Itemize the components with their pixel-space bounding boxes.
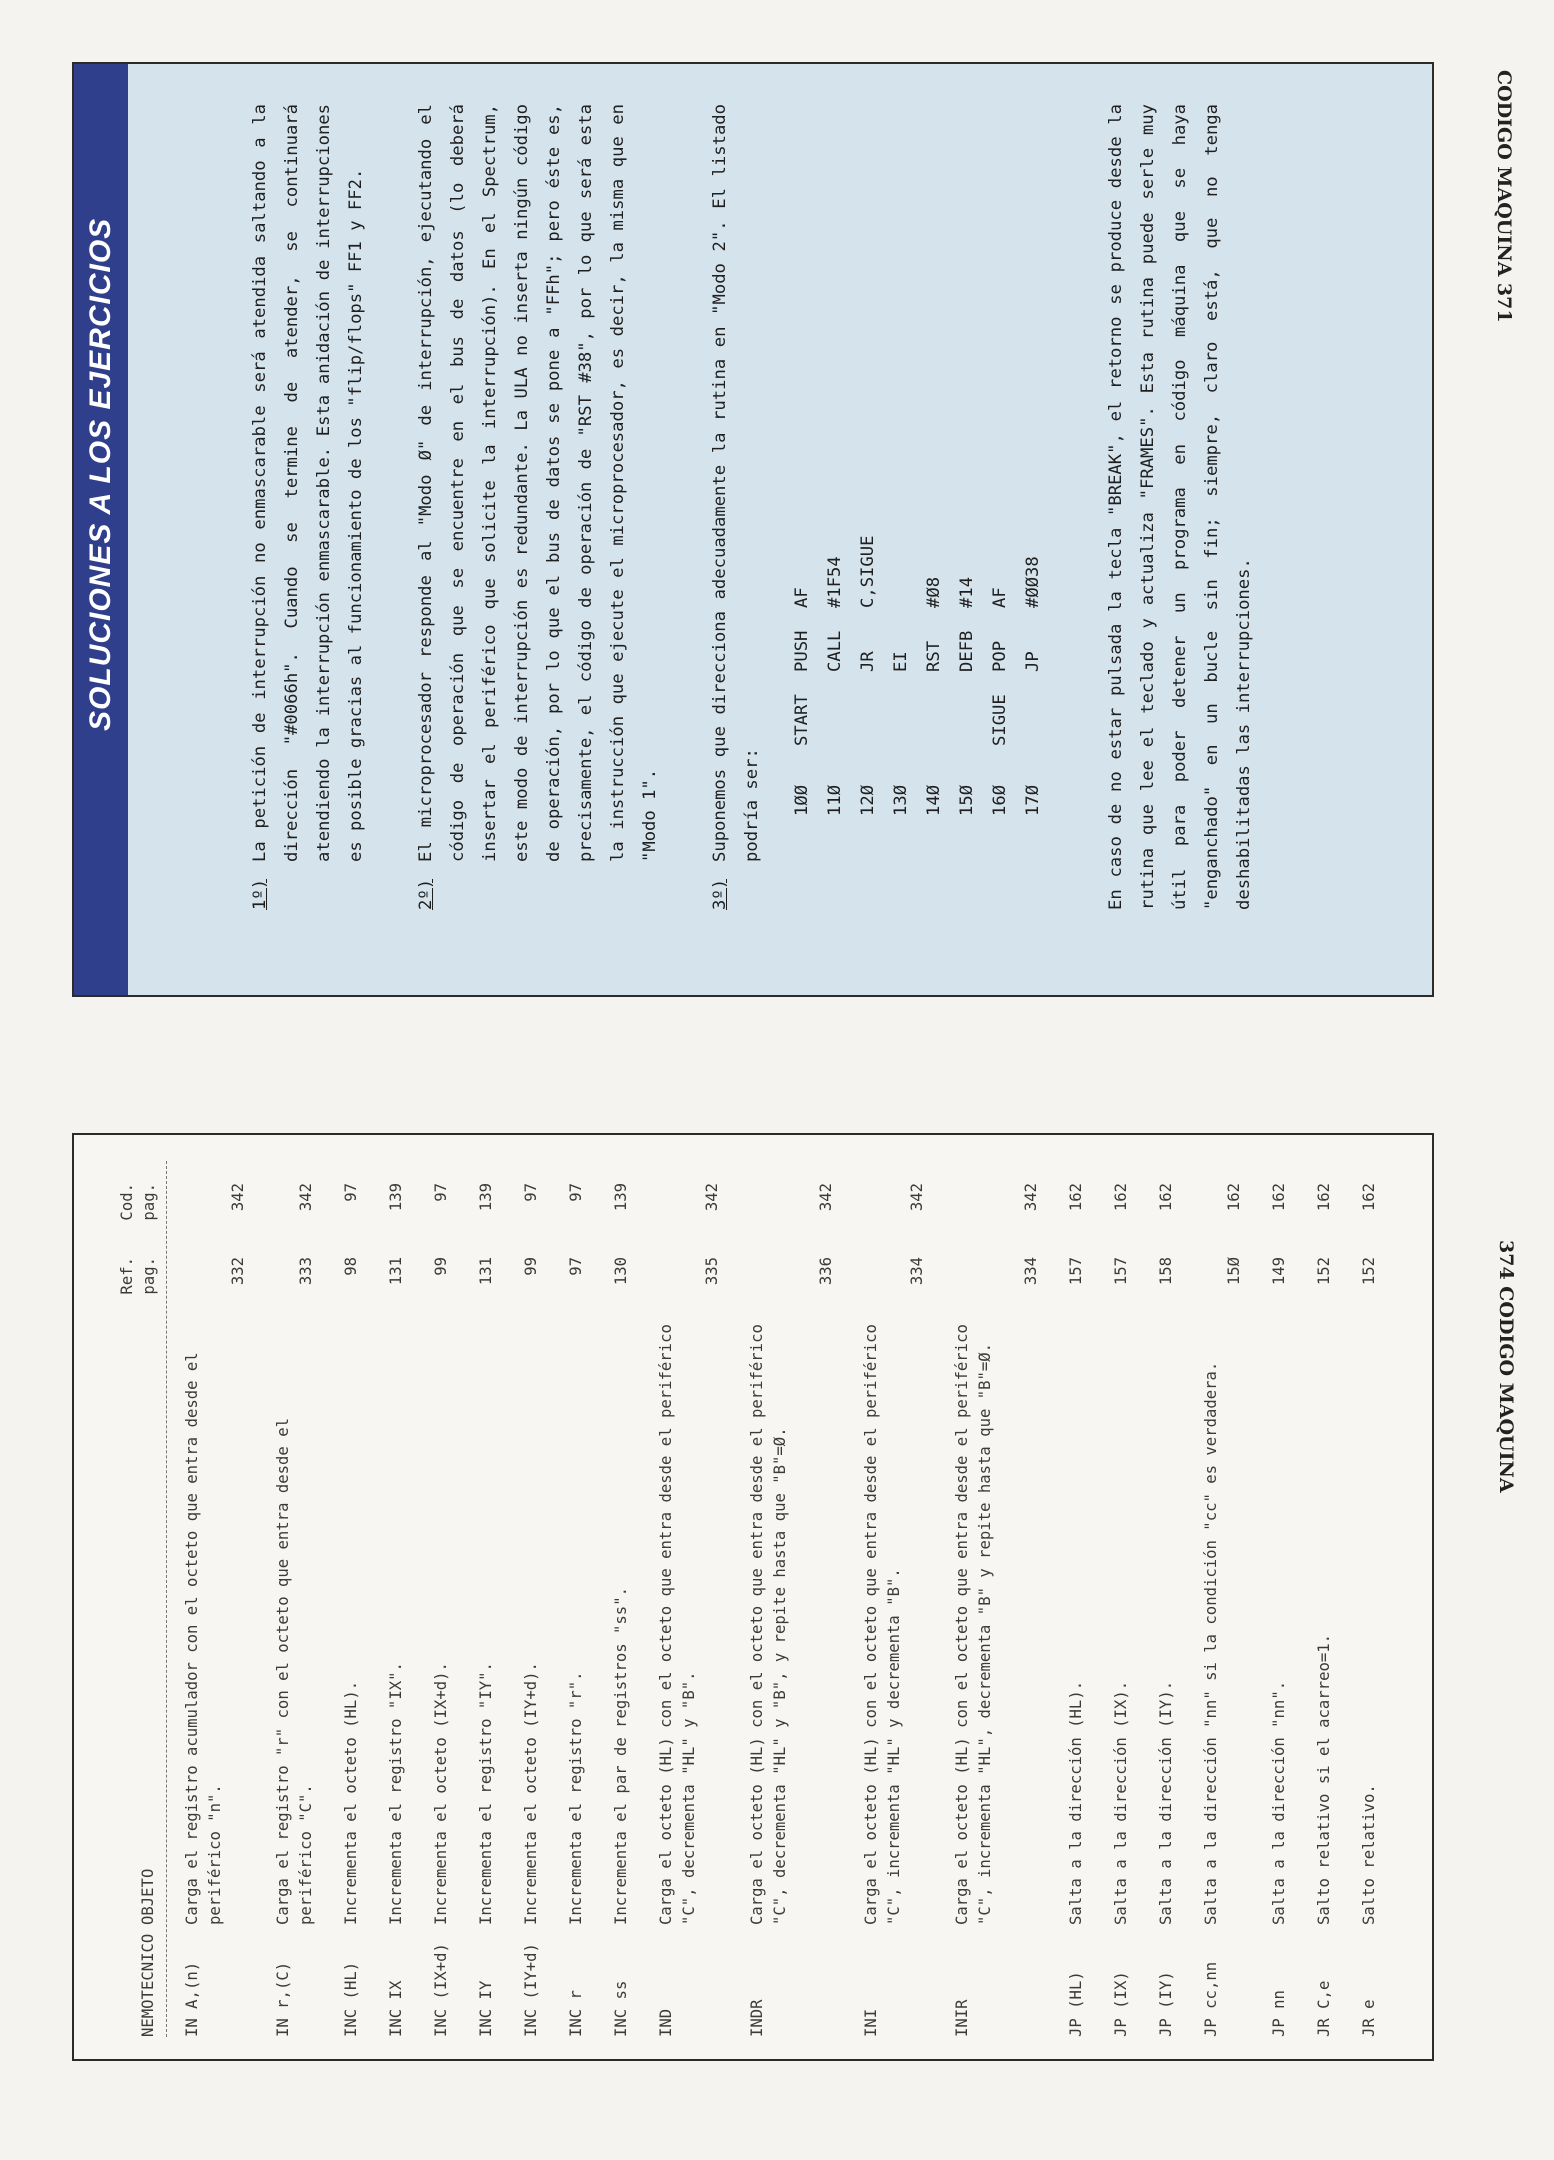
solution-item-3 (704, 104, 768, 910)
object-cell: Salta a la dirección "nn". (1270, 1680, 1288, 1925)
code-page-cell: 162 (1270, 1183, 1288, 1212)
object-cell: Incrementa el registro "IX". (387, 1662, 405, 1925)
table-row (340, 1161, 363, 2037)
header-cod (116, 1183, 160, 1257)
code-listing (786, 104, 1050, 816)
table-row (565, 1161, 588, 2037)
listing-argument: #ØØ38 (1023, 556, 1043, 608)
code-page-cell: 342 (817, 1183, 835, 1212)
solution-number: 3º) (710, 878, 730, 910)
table-row (181, 1161, 250, 2037)
code-page-cell: 162 (1315, 1183, 1333, 1212)
code-page-cell: 97 (522, 1183, 540, 1202)
listing-line (1017, 104, 1050, 816)
listing-argument: #Ø8 (924, 576, 944, 608)
listing-line-number: 16Ø (990, 784, 1010, 816)
solution-text: La petición de interrupción no enmascarable será atendida saltando a la dirección "#0066h". Cuando se termine de atender, se continuará atendiendo la interrupción enmascarable. Esta anidación de interrupciones es posible gracias al funcionamiento de los "flip/flops" FF1 y FF2. (250, 104, 366, 862)
mnemonic-cell: INC (IY+d) (522, 1943, 540, 2037)
listing-line (951, 104, 984, 816)
code-page-cell: 97 (567, 1183, 585, 1202)
listing-argument: AF (792, 587, 812, 608)
mnemonic-cell: INC ss (612, 1980, 630, 2037)
ref-page-cell: 336 (817, 1257, 835, 1286)
listing-line-number: 14Ø (924, 784, 944, 816)
ref-page-cell: 15Ø (1225, 1257, 1243, 1286)
object-cell: Carga el octeto (HL) con el octeto que entra desde el periférico "C", incrementa "HL" y decrementa "B". (862, 1324, 903, 1925)
listing-mnemonic: POP (990, 640, 1010, 672)
code-page-cell: 342 (703, 1183, 721, 1212)
ref-page-cell: 149 (1270, 1257, 1288, 1286)
ref-page-cell: 158 (1157, 1257, 1175, 1286)
object-cell: Incrementa el par de registros "ss". (612, 1587, 630, 1925)
ref-page-cell: 334 (1022, 1257, 1040, 1286)
mnemonic-cell: INC (HL) (342, 1961, 360, 2037)
ref-page-cell: 99 (432, 1257, 450, 1276)
listing-mnemonic: RST (924, 640, 944, 672)
mnemonic-cell: INI (862, 2008, 880, 2037)
solution-text: El microprocesador responde al "Modo Ø" de interrupción, ejecutando el código de operación que se encuentre en el bus de datos (lo deberá insertar el periférico que solicite la interrupción). En el Spectrum, este modo de interrupción es redundante. La ULA no inserta ningún código de operación, por lo que el bus de datos se pone a "FFh"; pero éste es, precisamente, el código de operación de "RST #38", por lo que será esta la instrucción que ejecute el microprocesador, es decir, la misma que en "Modo 1". (416, 104, 660, 862)
code-page-cell: 162 (1067, 1183, 1085, 1212)
mnemonic-cell: IN A,(n) (183, 1961, 201, 2037)
code-page-cell: 162 (1157, 1183, 1175, 1212)
listing-argument: #1F54 (825, 556, 845, 608)
code-page-cell: 139 (612, 1183, 630, 1212)
listing-line-number: 15Ø (957, 784, 977, 816)
object-cell: Salta a la dirección "nn" si la condición "cc" es verdadera. (1202, 1361, 1220, 1925)
listing-line (852, 104, 885, 816)
object-cell: Incrementa el octeto (HL). (342, 1680, 360, 1925)
mnemonic-cell: JP nn (1270, 1990, 1288, 2037)
listing-line-number: 12Ø (858, 784, 878, 816)
ref-page-cell: 99 (522, 1257, 540, 1276)
header-object: OBJETO (139, 1868, 157, 1925)
page-number-label: 374 CODIGO MAQUINA (1495, 1240, 1517, 1493)
listing-label: SIGUE (990, 694, 1010, 746)
ref-page-cell: 97 (567, 1257, 585, 1276)
listing-mnemonic: JR (858, 651, 878, 672)
mnemonic-cell: INC r (567, 1990, 585, 2037)
listing-label (918, 672, 951, 746)
header-ref (116, 1257, 160, 1323)
ref-page-cell: 157 (1067, 1257, 1085, 1286)
table-row (1358, 1161, 1381, 2037)
object-cell: Salta a la dirección (IY). (1157, 1680, 1175, 1925)
table-row (475, 1161, 498, 2037)
listing-label (885, 672, 918, 746)
object-cell: Incrementa el octeto (IY+d). (522, 1662, 540, 1925)
mnemonic-cell: IN r,(C) (274, 1961, 292, 2037)
solution-closing-text: En caso de no estar pulsada la tecla "BREAK", el retorno se produce desde la rutina que lee el teclado y actualiza "FRAMES". Esta rutina puede serle muy útil para poder detener un programa en código máquina que se haya "enganchado" en un bucle sin fin; siempre, claro está, que no tenga deshabilitadas las interrupciones. (1106, 104, 1254, 910)
listing-line-number: 1ØØ (792, 784, 812, 816)
object-cell: Salto relativo. (1360, 1784, 1378, 1925)
mnemonic-cell: INC (IX+d) (432, 1943, 450, 2037)
table-row (272, 1161, 318, 2037)
solutions-content (132, 64, 1432, 994)
object-cell: Carga el octeto (HL) con el octeto que entra desde el periférico "C", incrementa "HL", decrementa "B" y repite hasta que "B"=Ø. (953, 1324, 994, 1925)
mnemonic-cell: JR e (1360, 1999, 1378, 2037)
ref-page-cell: 152 (1315, 1257, 1333, 1286)
table-row (655, 1161, 724, 2037)
listing-argument: #14 (957, 576, 977, 608)
listing-label (819, 672, 852, 746)
listing-mnemonic: EI (891, 651, 911, 672)
table-header (102, 1161, 167, 2037)
solutions-title: SOLUCIONES A LOS EJERCICIOS (84, 217, 117, 731)
listing-line (918, 104, 951, 816)
listing-label (852, 672, 885, 746)
ref-page-cell: 98 (342, 1257, 360, 1276)
code-page-cell: 139 (387, 1183, 405, 1212)
listing-label (951, 672, 984, 746)
object-cell: Salto relativo si el acarreo=1. (1315, 1633, 1333, 1925)
table-row (1268, 1161, 1291, 2037)
listing-line-number: 13Ø (891, 784, 911, 816)
ref-page-cell: 332 (229, 1257, 247, 1286)
mnemonic-cell: IND (657, 2008, 675, 2037)
header-mnemonic: NEMOTECNICO (139, 1933, 157, 2037)
listing-mnemonic: JP (1023, 651, 1043, 672)
header-cod-line2: pag. (140, 1183, 158, 1221)
mnemonic-cell: JP (IY) (1157, 1971, 1175, 2037)
page-footer-right (1486, 70, 1522, 360)
mnemonic-cell: INDR (748, 1999, 766, 2037)
code-page-cell: 162 (1360, 1183, 1378, 1212)
code-page-cell: 342 (1022, 1183, 1040, 1212)
solutions-panel (72, 62, 1434, 997)
listing-line (984, 104, 1017, 816)
table-row (1065, 1161, 1088, 2037)
object-cell: Carga el octeto (HL) con el octeto que entra desde el periférico "C", decrementa "HL" y "B". (657, 1324, 698, 1925)
ref-page-cell: 333 (297, 1257, 315, 1286)
code-page-cell: 162 (1225, 1183, 1243, 1212)
code-page-cell: 342 (297, 1183, 315, 1212)
ref-page-cell: 131 (477, 1257, 495, 1286)
object-cell: Carga el registro "r" con el octeto que entra desde el periférico "C". (274, 1418, 315, 1925)
table-row (430, 1161, 453, 2037)
ref-page-cell: 334 (908, 1257, 926, 1286)
listing-line (786, 104, 819, 816)
listing-argument: AF (990, 587, 1010, 608)
mnemonic-cell: INC IY (477, 1980, 495, 2037)
code-page-cell: 139 (477, 1183, 495, 1212)
table-row (860, 1161, 929, 2037)
mnemonic-cell: JP cc,nn (1202, 1961, 1220, 2037)
mnemonic-cell: INIR (953, 1999, 971, 2037)
solution-text: Suponemos que direcciona adecuadamente la rutina en "Modo 2". El listado podría ser: (710, 104, 762, 862)
ref-page-cell: 157 (1112, 1257, 1130, 1286)
table-row (1313, 1161, 1336, 2037)
header-ref-line2: pag. (140, 1257, 158, 1295)
solution-number: 2º) (416, 878, 436, 910)
object-cell: Carga el registro acumulador con el octeto que entra desde el periférico "n". (183, 1352, 224, 1925)
solution-item-1 (244, 104, 372, 910)
mnemonic-cell: JP (HL) (1067, 1971, 1085, 2037)
mnemonic-cell: JP (IX) (1112, 1971, 1130, 2037)
header-ref-line1: Ref. (118, 1257, 136, 1295)
instruction-table (72, 1133, 1434, 2061)
code-page-cell: 162 (1112, 1183, 1130, 1212)
object-cell: Incrementa el registro "IY". (477, 1662, 495, 1925)
mnemonic-cell: JR C,e (1315, 1980, 1333, 2037)
listing-argument: C,SIGUE (858, 535, 878, 608)
listing-line (819, 104, 852, 816)
ref-page-cell: 131 (387, 1257, 405, 1286)
code-page-cell: 342 (229, 1183, 247, 1212)
listing-line (885, 104, 918, 816)
listing-label: START (792, 694, 812, 746)
solutions-title-bar (74, 64, 128, 995)
listing-label (1017, 672, 1050, 746)
listing-mnemonic: DEFB (957, 630, 977, 672)
object-cell: Incrementa el registro "r". (567, 1671, 585, 1925)
solution-item-2 (410, 104, 666, 910)
page-footer-left (1488, 1240, 1524, 1520)
table-row (951, 1161, 1043, 2037)
ref-page-cell: 335 (703, 1257, 721, 1286)
code-page-cell: 342 (908, 1183, 926, 1212)
object-cell: Salta a la dirección (IX). (1112, 1680, 1130, 1925)
listing-line-number: 11Ø (825, 784, 845, 816)
table-row (1200, 1161, 1246, 2037)
object-cell: Incrementa el octeto (IX+d). (432, 1662, 450, 1925)
page-number-label: CODIGO MAQUINA 371 (1493, 70, 1515, 323)
header-cod-line1: Cod. (118, 1183, 136, 1221)
listing-mnemonic: CALL (825, 630, 845, 672)
code-page-cell: 97 (432, 1183, 450, 1202)
solution-number: 1º) (250, 878, 270, 910)
mnemonic-cell: INC IX (387, 1980, 405, 2037)
table-row (1155, 1161, 1178, 2037)
object-cell: Carga el octeto (HL) con el octeto que entra desde el periférico "C", decrementa "HL" y "B", y repite hasta que "B"=Ø. (748, 1324, 789, 1925)
listing-line-number: 17Ø (1023, 784, 1043, 816)
table-row (520, 1161, 543, 2037)
table-row (1110, 1161, 1133, 2037)
table-row (746, 1161, 838, 2037)
table-row (610, 1161, 633, 2037)
code-page-cell: 97 (342, 1183, 360, 1202)
listing-mnemonic: PUSH (792, 630, 812, 672)
object-cell: Salta a la dirección (HL). (1067, 1680, 1085, 1925)
table-body (181, 1161, 1381, 2037)
ref-page-cell: 130 (612, 1257, 630, 1286)
table-row (385, 1161, 408, 2037)
ref-page-cell: 152 (1360, 1257, 1378, 1286)
